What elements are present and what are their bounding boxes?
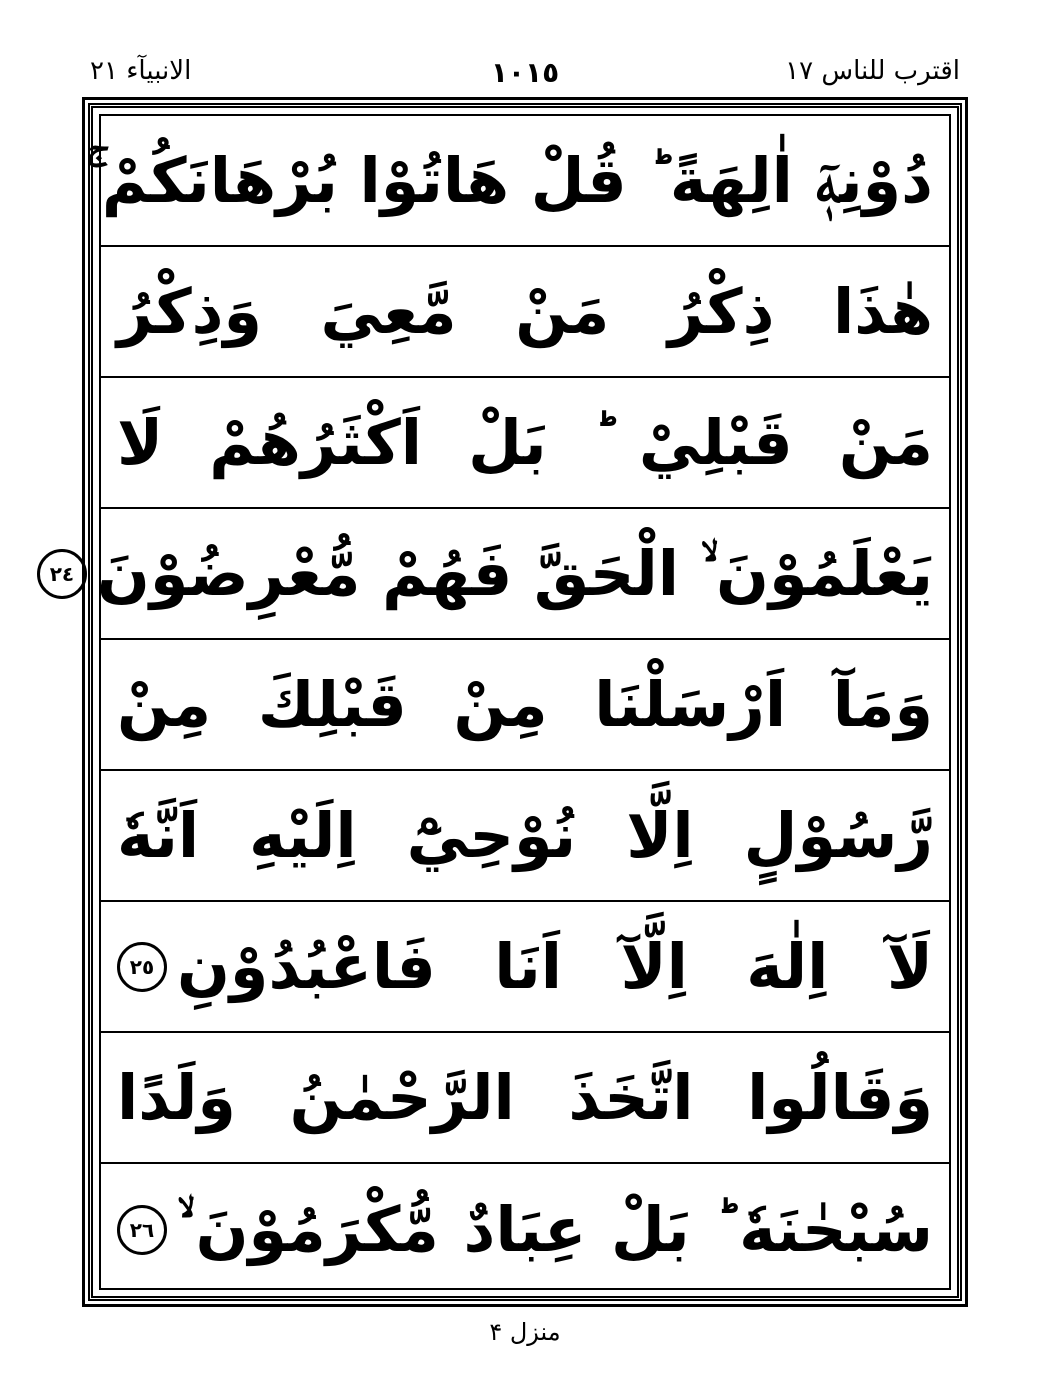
verse-text: هٰذَا ذِكْرُ مَنْ مَّعِيَ وَذِكْرُ: [117, 274, 933, 348]
verse-text: يَعْلَمُوْنَ ۙ الْحَقَّ فَهُمْ مُّعْرِضُوْنَ: [96, 536, 933, 610]
ayah-number-marker: ٢٥: [117, 942, 167, 992]
verse-text: مَنْ قَبْلِيْ ؕ بَلْ اَكْثَرُهُمْ لَا: [117, 405, 933, 479]
page-number: ١٠١٥: [490, 56, 560, 89]
ayah-number-marker: ٢٤: [37, 549, 87, 599]
verse-line: [49, 509, 949, 640]
verse-line: [101, 640, 949, 771]
juz-title: اقترب للناس ١٧: [785, 56, 960, 86]
text-area: [49, 114, 951, 1290]
verse-text: لَآ اِلٰهَ اِلَّآ اَنَا فَاعْبُدُوْنِ: [177, 929, 933, 1003]
verse-line: [101, 1033, 949, 1164]
ayah-number-marker: ٢٦: [117, 1205, 167, 1255]
surah-title: الانبيآء ٢١: [90, 56, 192, 86]
verse-lines: [49, 116, 949, 1288]
verse-line: [101, 1164, 949, 1295]
page-footer: [0, 1318, 1050, 1346]
page-header: [90, 56, 960, 96]
verse-text: رَّسُوْلٍ اِلَّا نُوْحِيْٓ اِلَيْهِ اَنَّهٗ: [117, 798, 933, 872]
verse-line: [101, 247, 949, 378]
page-frame: [49, 97, 968, 1307]
verse-line: [101, 771, 949, 902]
verse-line: [101, 378, 949, 509]
verse-text: سُبْحٰنَهٗ ؕ بَلْ عِبَادٌ مُّكْرَمُوْنَ ۙ: [177, 1192, 933, 1266]
verse-text: دُوْنِهٖٓ اٰلِهَةً ؕ قُلْ هَاتُوْا بُرْهَانَكُمْ ۚ: [86, 143, 933, 217]
verse-line: [86, 116, 949, 247]
verse-text: وَقَالُوا اتَّخَذَ الرَّحْمٰنُ وَلَدًا: [117, 1060, 933, 1134]
manzil-label: منزل ۴: [489, 1318, 561, 1346]
verse-text: وَمَآ اَرْسَلْنَا مِنْ قَبْلِكَ مِنْ: [117, 667, 933, 741]
verse-line: [101, 902, 949, 1033]
